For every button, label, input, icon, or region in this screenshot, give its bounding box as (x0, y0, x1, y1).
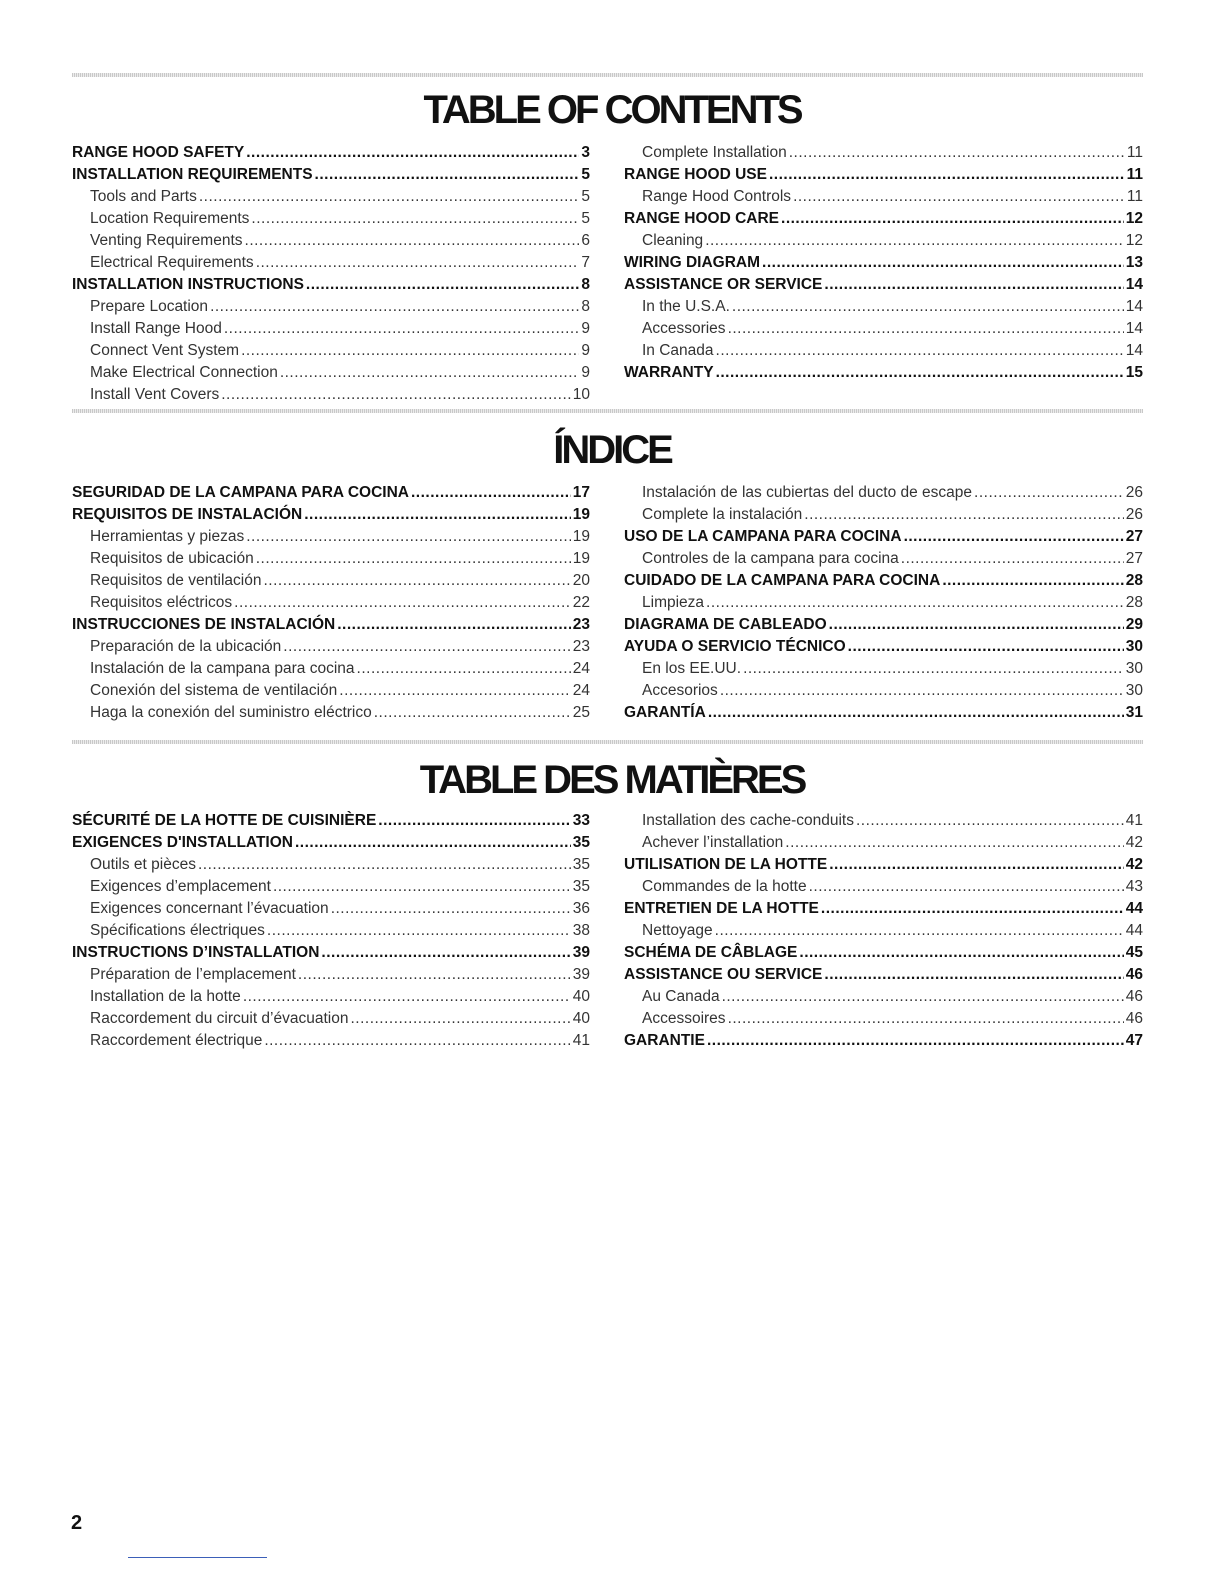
toc-entry[interactable] (72, 986, 590, 1008)
toc-entry-title: DIAGRAMA DE CABLEADO (624, 616, 827, 633)
toc-entry[interactable] (72, 832, 590, 854)
dot-leader (785, 832, 1123, 854)
toc-entry-page: 19 (572, 528, 590, 545)
toc-entry-title: INSTRUCCIONES DE INSTALACIÓN (72, 616, 336, 633)
toc-entry-page: 41 (1125, 812, 1143, 829)
toc-entry-title: EXIGENCES D'INSTALLATION (72, 834, 293, 851)
toc-entry-page: 26 (1125, 506, 1143, 523)
toc-entry-page: 39 (572, 944, 590, 961)
toc-entry-title: AYUDA O SERVICIO TÉCNICO (624, 638, 846, 655)
toc-entry-page: 14 (1125, 276, 1143, 293)
toc-entry-title: Au Canada (642, 988, 720, 1005)
toc-entry[interactable] (624, 504, 1143, 526)
toc-entry-title: Exigences d’emplacement (90, 878, 271, 895)
toc-entry-title: ASSISTANCE OU SERVICE (624, 966, 823, 983)
dot-leader (295, 832, 571, 854)
dot-leader (298, 964, 571, 986)
dot-leader (246, 142, 579, 164)
dot-leader (267, 920, 571, 942)
toc-entry[interactable] (72, 186, 590, 208)
dot-leader (198, 854, 571, 876)
dot-leader (224, 318, 580, 340)
toc-entry[interactable] (624, 614, 1143, 636)
toc-entry[interactable] (72, 570, 590, 592)
section-heading-indice: ÍNDICE (553, 428, 671, 472)
dot-leader (315, 164, 580, 186)
toc-entry-title: Accesorios (642, 682, 718, 699)
dot-leader (280, 362, 580, 384)
toc-entry[interactable] (72, 854, 590, 876)
toc-entry-page: 40 (572, 988, 590, 1005)
toc-entry-page: 31 (1125, 704, 1143, 721)
toc-entry-page: 29 (1125, 616, 1143, 633)
toc-entry-title: Preparación de la ubicación (90, 638, 282, 655)
toc-entry-page: 24 (572, 682, 590, 699)
toc-entry-page: 19 (572, 550, 590, 567)
toc-entry[interactable] (72, 208, 590, 230)
dot-leader (339, 680, 570, 702)
dot-leader (824, 964, 1123, 986)
toc-entry-page: 23 (572, 638, 590, 655)
toc-entry-page: 12 (1125, 210, 1143, 227)
dot-leader (769, 164, 1125, 186)
dot-leader (241, 340, 579, 362)
toc-entry[interactable] (624, 702, 1143, 724)
toc-right-column (624, 142, 1143, 384)
section-divider (72, 409, 1143, 413)
dot-leader (273, 876, 571, 898)
toc-entry-page: 24 (572, 660, 590, 677)
dot-leader (234, 592, 571, 614)
dot-leader (848, 636, 1124, 658)
toc-entry[interactable] (72, 296, 590, 318)
toc-entry[interactable] (624, 362, 1143, 384)
toc-entry-title: Exigences concernant l’évacuation (90, 900, 329, 917)
toc-entry[interactable] (72, 504, 590, 526)
dot-leader (337, 614, 571, 636)
toc-entry-title: WIRING DIAGRAM (624, 254, 761, 271)
toc-entry[interactable] (624, 1030, 1143, 1052)
dot-leader (350, 1008, 570, 1030)
toc-entry[interactable] (72, 526, 590, 548)
toc-entry-title: Installation des cache-conduits (642, 812, 854, 829)
toc-entry[interactable] (72, 164, 590, 186)
toc-entry[interactable] (624, 570, 1143, 592)
toc-entry-title: Connect Vent System (90, 342, 240, 359)
toc-entry-title: UTILISATION DE LA HOTTE (624, 856, 828, 873)
toc-entry[interactable] (72, 548, 590, 570)
toc-entry-page: 9 (581, 320, 590, 337)
toc-entry[interactable] (72, 318, 590, 340)
toc-entry-page: 14 (1125, 298, 1143, 315)
dot-leader (732, 296, 1124, 318)
toc-entry[interactable] (624, 898, 1143, 920)
toc-entry-page: 17 (572, 484, 590, 501)
matieres-right-column (624, 810, 1143, 1052)
toc-entry-page: 26 (1125, 484, 1143, 501)
dot-leader (974, 482, 1124, 504)
toc-entry[interactable] (624, 920, 1143, 942)
toc-entry[interactable] (624, 810, 1143, 832)
toc-entry[interactable] (624, 186, 1143, 208)
toc-entry-title: Raccordement électrique (90, 1032, 263, 1049)
toc-entry[interactable] (624, 548, 1143, 570)
toc-entry[interactable] (624, 680, 1143, 702)
dot-leader (331, 898, 571, 920)
toc-entry-title: Nettoyage (642, 922, 713, 939)
toc-entry[interactable] (72, 482, 590, 504)
dot-leader (716, 362, 1124, 384)
toc-entry-title: Prepare Location (90, 298, 209, 315)
toc-entry-title: Commandes de la hotte (642, 878, 807, 895)
dot-leader (246, 526, 571, 548)
toc-entry-page: 47 (1125, 1032, 1143, 1049)
dot-leader (762, 252, 1124, 274)
toc-entry[interactable] (72, 252, 590, 274)
toc-entry-title: Complete Installation (642, 144, 787, 161)
toc-entry[interactable] (72, 1008, 590, 1030)
toc-entry[interactable] (72, 942, 590, 964)
toc-entry-title: In Canada (642, 342, 714, 359)
dot-leader (716, 340, 1124, 362)
toc-entry[interactable] (72, 592, 590, 614)
toc-entry[interactable] (72, 636, 590, 658)
toc-entry-title: Haga la conexión del suministro eléctrico (90, 704, 372, 721)
toc-entry-title: Install Range Hood (90, 320, 222, 337)
toc-entry-page: 9 (581, 364, 590, 381)
toc-entry-title: Install Vent Covers (90, 386, 220, 403)
toc-entry-title: INSTRUCTIONS D’INSTALLATION (72, 944, 320, 961)
dot-leader (706, 592, 1124, 614)
toc-entry[interactable] (624, 1008, 1143, 1030)
toc-entry-title: Limpieza (642, 594, 705, 611)
toc-entry-page: 7 (581, 254, 590, 271)
dot-leader (809, 876, 1124, 898)
section-heading-matieres: TABLE DES MATIÈRES (419, 758, 805, 802)
dot-leader (799, 942, 1123, 964)
toc-entry-page: 33 (572, 812, 590, 829)
toc-entry[interactable] (624, 986, 1143, 1008)
toc-entry-page: 22 (572, 594, 590, 611)
toc-entry-page: 35 (572, 834, 590, 851)
toc-entry-title: Venting Requirements (90, 232, 243, 249)
toc-entry[interactable] (624, 252, 1143, 274)
toc-entry[interactable] (624, 854, 1143, 876)
dot-leader (283, 636, 570, 658)
dot-leader (306, 274, 579, 296)
toc-entry[interactable] (624, 164, 1143, 186)
toc-entry-page: 14 (1125, 320, 1143, 337)
dot-leader (199, 186, 580, 208)
toc-entry-title: Range Hood Controls (642, 188, 792, 205)
toc-entry-page: 13 (1125, 254, 1143, 271)
toc-entry-title: Herramientas y piezas (90, 528, 245, 545)
toc-entry-title: SEGURIDAD DE LA CAMPANA PARA COCINA (72, 484, 409, 501)
dot-leader (221, 384, 571, 406)
dot-leader (821, 898, 1124, 920)
toc-entry[interactable] (72, 274, 590, 296)
toc-entry-page: 25 (572, 704, 590, 721)
toc-entry-page: 11 (1126, 188, 1143, 205)
toc-entry-title: Instalación de las cubiertas del ducto de escape (642, 484, 973, 501)
dot-leader (378, 810, 570, 832)
toc-entry-title: ASSISTANCE OR SERVICE (624, 276, 823, 293)
toc-entry-title: REQUISITOS DE INSTALACIÓN (72, 506, 303, 523)
toc-entry-page: 27 (1125, 528, 1143, 545)
toc-entry-page: 30 (1125, 660, 1143, 677)
toc-entry[interactable] (624, 482, 1143, 504)
toc-entry-title: Controles de la campana para cocina (642, 550, 899, 567)
toc-entry-title: RANGE HOOD CARE (624, 210, 780, 227)
dot-leader (245, 230, 580, 252)
toc-entry[interactable] (72, 362, 590, 384)
toc-entry[interactable] (624, 318, 1143, 340)
toc-entry[interactable] (624, 658, 1143, 680)
toc-entry-title: Location Requirements (90, 210, 250, 227)
toc-entry-page: 46 (1125, 1010, 1143, 1027)
toc-entry[interactable] (624, 876, 1143, 898)
dot-leader (256, 252, 580, 274)
toc-entry-page: 11 (1126, 144, 1143, 161)
toc-entry[interactable] (72, 680, 590, 702)
dot-leader (856, 810, 1124, 832)
toc-entry[interactable] (72, 230, 590, 252)
toc-entry-page: 45 (1125, 944, 1143, 961)
toc-entry-page: 8 (581, 298, 590, 315)
toc-entry[interactable] (624, 964, 1143, 986)
toc-entry-page: 41 (572, 1032, 590, 1049)
dot-leader (357, 658, 571, 680)
toc-entry-page: 35 (572, 878, 590, 895)
section-divider (72, 73, 1143, 77)
toc-entry-title: SCHÉMA DE CÂBLAGE (624, 944, 798, 961)
indice-left-column (72, 482, 590, 724)
toc-entry-page: 10 (572, 386, 590, 403)
toc-entry-page: 46 (1125, 966, 1143, 983)
toc-entry[interactable] (624, 142, 1143, 164)
toc-entry-title: Raccordement du circuit d’évacuation (90, 1010, 349, 1027)
toc-entry[interactable] (72, 702, 590, 724)
page-number: 2 (71, 1512, 83, 1534)
toc-entry[interactable] (624, 592, 1143, 614)
dot-leader (743, 658, 1124, 680)
toc-entry-title: Achever l’installation (642, 834, 784, 851)
toc-entry-title: WARRANTY (624, 364, 714, 381)
dot-leader (321, 942, 570, 964)
toc-entry[interactable] (72, 898, 590, 920)
toc-entry-page: 19 (572, 506, 590, 523)
dot-leader (705, 230, 1124, 252)
toc-entry-page: 28 (1125, 594, 1143, 611)
toc-entry-page: 36 (572, 900, 590, 917)
dot-leader (304, 504, 571, 526)
toc-entry[interactable] (72, 658, 590, 680)
toc-entry-page: 20 (572, 572, 590, 589)
dot-leader (789, 142, 1125, 164)
toc-entry-title: Make Electrical Connection (90, 364, 278, 381)
toc-entry-title: En los EE.UU. (642, 660, 742, 677)
dot-leader (411, 482, 571, 504)
toc-entry-page: 42 (1125, 856, 1143, 873)
toc-entry-page: 44 (1125, 922, 1143, 939)
toc-entry[interactable] (624, 942, 1143, 964)
toc-entry-title: Outils et pièces (90, 856, 196, 873)
dot-leader (829, 614, 1124, 636)
dot-leader (720, 680, 1124, 702)
toc-entry-title: Instalación de la campana para cocina (90, 660, 355, 677)
toc-entry-page: 15 (1125, 364, 1143, 381)
dot-leader (901, 548, 1124, 570)
toc-entry-title: SÉCURITÉ DE LA HOTTE DE CUISINIÈRE (72, 812, 377, 829)
toc-entry-page: 9 (581, 342, 590, 359)
toc-entry-title: Requisitos eléctricos (90, 594, 233, 611)
dot-leader (904, 526, 1124, 548)
toc-entry[interactable] (624, 230, 1143, 252)
toc-entry-page: 43 (1125, 878, 1143, 895)
toc-entry-title: Accessories (642, 320, 726, 337)
toc-entry[interactable] (72, 876, 590, 898)
dot-leader (256, 548, 571, 570)
dot-leader (722, 986, 1124, 1008)
toc-entry-page: 40 (572, 1010, 590, 1027)
toc-entry[interactable] (72, 810, 590, 832)
dot-leader (243, 986, 571, 1008)
toc-entry[interactable] (72, 614, 590, 636)
toc-entry-page: 39 (572, 966, 590, 983)
dot-leader (374, 702, 571, 724)
toc-entry-page: 5 (581, 166, 590, 183)
toc-entry-title: Conexión del sistema de ventilación (90, 682, 338, 699)
toc-entry[interactable] (72, 142, 590, 164)
toc-entry-title: GARANTÍA (624, 704, 706, 721)
dot-leader (263, 570, 570, 592)
toc-entry[interactable] (72, 964, 590, 986)
toc-entry[interactable] (624, 274, 1143, 296)
toc-entry-title: INSTALLATION INSTRUCTIONS (72, 276, 304, 293)
toc-entry-page: 42 (1125, 834, 1143, 851)
toc-entry-page: 28 (1125, 572, 1143, 589)
toc-entry-title: ENTRETIEN DE LA HOTTE (624, 900, 819, 917)
toc-entry-title: Requisitos de ubicación (90, 550, 254, 567)
matieres-left-column (72, 810, 590, 1052)
toc-entry-page: 44 (1125, 900, 1143, 917)
toc-entry-page: 14 (1125, 342, 1143, 359)
toc-entry[interactable] (624, 636, 1143, 658)
toc-entry-title: Tools and Parts (90, 188, 197, 205)
indice-right-column (624, 482, 1143, 724)
toc-entry-title: Requisitos de ventilación (90, 572, 262, 589)
bottom-link-underline (128, 1557, 267, 1558)
toc-entry-title: RANGE HOOD SAFETY (72, 144, 245, 161)
toc-entry-page: 30 (1125, 638, 1143, 655)
toc-entry-page: 46 (1125, 988, 1143, 1005)
toc-entry[interactable] (72, 384, 590, 406)
dot-leader (824, 274, 1123, 296)
toc-entry-title: CUIDADO DE LA CAMPANA PARA COCINA (624, 572, 941, 589)
dot-leader (781, 208, 1124, 230)
dot-leader (264, 1030, 570, 1052)
toc-entry-title: Complete la instalación (642, 506, 803, 523)
toc-entry-title: Préparation de l’emplacement (90, 966, 296, 983)
toc-entry[interactable] (72, 920, 590, 942)
dot-leader (804, 504, 1123, 526)
toc-entry-title: INSTALLATION REQUIREMENTS (72, 166, 313, 183)
section-divider (72, 740, 1143, 744)
dot-leader (707, 1030, 1124, 1052)
dot-leader (942, 570, 1123, 592)
toc-entry[interactable] (72, 340, 590, 362)
toc-entry-page: 35 (572, 856, 590, 873)
toc-entry-title: RANGE HOOD USE (624, 166, 767, 183)
dot-leader (708, 702, 1124, 724)
dot-leader (210, 296, 579, 318)
toc-entry-title: GARANTIE (624, 1032, 705, 1049)
dot-leader (829, 854, 1124, 876)
section-heading-toc: TABLE OF CONTENTS (423, 88, 801, 132)
toc-entry-page: 30 (1125, 682, 1143, 699)
toc-entry-title: Electrical Requirements (90, 254, 254, 271)
toc-entry-page: 11 (1126, 166, 1143, 183)
dot-leader (728, 318, 1124, 340)
toc-entry-title: Installation de la hotte (90, 988, 241, 1005)
dot-leader (715, 920, 1124, 942)
toc-entry-title: Spécifications électriques (90, 922, 265, 939)
toc-entry-page: 5 (581, 210, 590, 227)
toc-left-column (72, 142, 590, 406)
dot-leader (251, 208, 579, 230)
toc-entry-title: In the U.S.A. (642, 298, 730, 315)
toc-entry-page: 5 (581, 188, 590, 205)
toc-entry-title: Cleaning (642, 232, 704, 249)
toc-entry-page: 27 (1125, 550, 1143, 567)
dot-leader (728, 1008, 1124, 1030)
toc-entry[interactable] (624, 208, 1143, 230)
toc-entry[interactable] (624, 832, 1143, 854)
toc-entry-page: 6 (581, 232, 590, 249)
toc-entry[interactable] (624, 526, 1143, 548)
dot-leader (793, 186, 1125, 208)
toc-entry-page: 12 (1125, 232, 1143, 249)
toc-entry[interactable] (624, 340, 1143, 362)
toc-entry-page: 3 (581, 144, 590, 161)
toc-entry-title: USO DE LA CAMPANA PARA COCINA (624, 528, 902, 545)
toc-entry-page: 8 (581, 276, 590, 293)
toc-entry[interactable] (624, 296, 1143, 318)
toc-entry-title: Accessoires (642, 1010, 726, 1027)
toc-entry-page: 38 (572, 922, 590, 939)
toc-entry[interactable] (72, 1030, 590, 1052)
toc-entry-page: 23 (572, 616, 590, 633)
